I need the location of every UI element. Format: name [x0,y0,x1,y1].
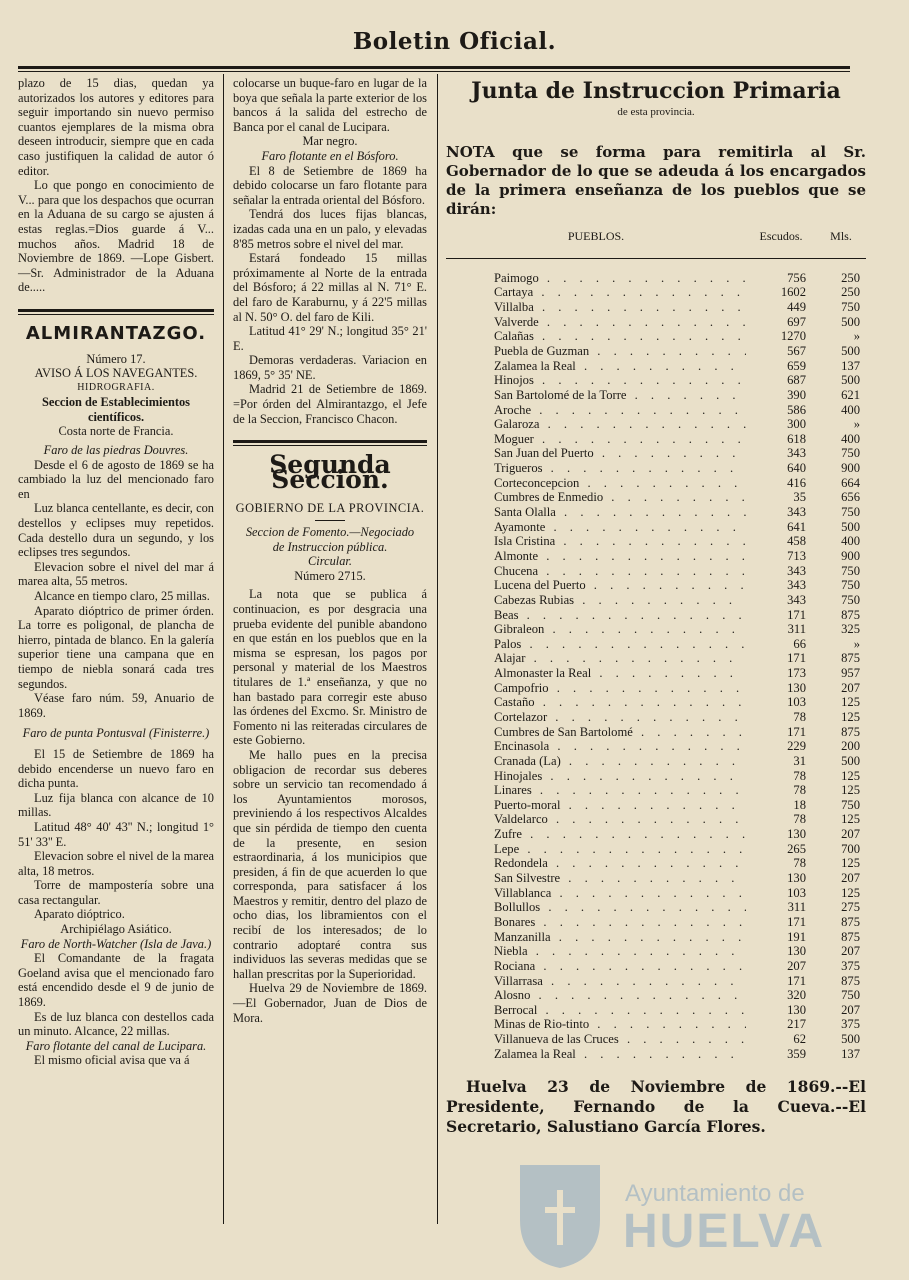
table-row [494,549,866,564]
table-row [494,417,866,432]
cell-pueblo: Campofrio . . . [494,681,746,696]
cell-pueblo: Trigueros . . . [494,461,746,476]
table-row [494,930,866,945]
debts-table [446,229,866,1061]
cell-mls: 207 [841,827,860,842]
paragraph: Es de luz blanca con destellos cada un minuto. Alcance, 22 millas. [18,1009,214,1039]
cell-mls: 900 [841,548,860,563]
table-row [494,446,866,461]
table-row [494,739,866,754]
cell-mls: 375 [841,1017,860,1032]
cell-mls: 250 [841,270,860,285]
region-heading: Mar negro. [302,134,358,149]
cell-mls: » [853,329,860,344]
signature: Huelva 23 de Noviembre de 1869.--El Presidente, Fernando de la Cueva.--El Secretario, Salustiano García Flores. [446,1077,866,1137]
table-row [494,622,866,637]
cell-escudos: 343 [787,505,806,520]
cell-pueblo: Almonte . . . [494,549,746,564]
paragraph: Torre de mampostería sobre una casa rectangular. [18,878,214,907]
cell-escudos: 320 [787,988,806,1003]
paragraph: Huelva 29 de Noviembre de 1869.—El Gobernador, Juan de Dios de Mora. [233,981,427,1025]
cell-pueblo: Cumbres de San Bartolomé . . . [494,725,746,740]
cell-mls: 375 [841,958,860,973]
table-row [494,856,866,871]
cell-escudos: 311 [787,622,806,637]
column-1 [18,76,214,1068]
cell-pueblo: Ayamonte . . . [494,520,746,535]
cell-mls: 875 [841,973,860,988]
paragraph: Estará fondeado 15 millas próximamente al Norte de la entrada del Bósforo; á 22 millas al N. 71° E. del faro de Karaburnu, y á 22'5 millas al N. 50° O. del faro de Kili. [233,251,427,324]
cell-mls: 500 [841,343,860,358]
cell-pueblo: Palos . . . [494,637,746,652]
cell-mls: 750 [841,578,860,593]
cell-pueblo: San Bartolomé de la Torre . . . [494,388,746,403]
lighthouse-heading: Faro de North-Watcher (Isla de Java.) [20,936,212,951]
paragraph: Latitud 41° 29' N.; longitud 35° 21' E. [233,324,427,353]
cell-escudos: 229 [787,739,806,754]
cell-escudos: 343 [787,446,806,461]
cell-escudos: 18 [793,797,806,812]
cell-pueblo: Lepe . . . [494,842,746,857]
cell-mls: 875 [841,914,860,929]
cell-mls: 750 [841,446,860,461]
cell-mls: » [853,417,860,432]
cell-mls: 750 [841,300,860,315]
table-row [494,578,866,593]
paragraph: Luz fija blanca con alcance de 10 millas. [18,790,214,820]
cell-pueblo: Chucena . . . [494,564,746,579]
paragraph: Aparato dióptrico de primer órden. La torre es poligonal, de plancha de hierro, pintada de blanco. En la galería superior tiene una campana que en tiempo de niebla sonará cada tres segundos. [18,603,214,691]
table-row [494,1047,866,1062]
header-escudos: Escudos. [759,229,803,244]
cell-escudos: 343 [787,578,806,593]
cell-pueblo: Lucena del Puerto . . . [494,578,746,593]
cell-escudos: 78 [793,768,806,783]
table-row [494,944,866,959]
cell-escudos: 62 [793,1032,806,1047]
table-body [494,271,866,1062]
top-rule [18,66,850,72]
table-row [494,637,866,652]
nota-paragraph: NOTA que se forma para remitirla al Sr. Gobernador de lo que se adeuda á los encargados de la primera enseñanza de los pueblos que se dirán: [446,143,866,219]
cell-escudos: 390 [787,387,806,402]
cell-escudos: 343 [787,563,806,578]
cell-mls: 125 [841,710,860,724]
paragraph: El 8 de Setiembre de 1869 ha debido colocarse un faro flotante para señalar la entrada oriental del Bósforo. [233,163,427,207]
cell-mls: 207 [841,871,860,886]
table-row [494,681,866,696]
table-row [494,974,866,989]
cell-mls: 621 [841,387,860,402]
circular-number: Número 2715. [294,568,366,583]
cell-pueblo: Puebla de Guzman . . . [494,344,746,359]
cell-mls: 207 [841,1002,860,1017]
gobierno-heading: GOBIERNO DE LA PROVINCIA. [235,501,425,516]
cell-escudos: 713 [787,548,806,563]
cell-escudos: 130 [787,1002,806,1017]
cell-escudos: 311 [787,900,806,915]
cell-escudos: 217 [787,1017,806,1032]
table-row [494,593,866,608]
table-row [494,988,866,1003]
cell-pueblo: Castaño . . . [494,695,746,710]
cell-mls: 875 [841,651,860,666]
cell-escudos: 640 [787,461,806,476]
table-row [494,1017,866,1032]
watermark-text-2: HUELVA [623,1205,826,1258]
cell-escudos: 103 [787,695,806,710]
column-3 [446,76,866,1137]
cell-mls: 500 [841,1032,860,1047]
cell-escudos: 130 [787,871,806,886]
cell-mls: 400 [841,431,860,446]
cell-mls: 656 [841,490,860,505]
paragraph: Luz blanca centellante, es decir, con destellos y eclipses muy repetidos. Cada destello dura un segundo, y los eclipses tres segundos. [18,501,214,560]
paragraph: colocarse un buque-faro en lugar de la boya que señala la parte exterior de los bancos á la salida del estrecho de Banca por el canal de Lucipara. [233,76,427,134]
cell-pueblo: Gibraleon . . . [494,622,746,637]
paragraph: El Comandante de la fragata Goeland avisa que el mencionado faro está encendido desde el 9 de junio de 1869. [18,951,214,1010]
table-row [494,432,866,447]
cell-pueblo: Calañas . . . [494,329,746,344]
lighthouse-heading: Faro flotante del canal de Lucipara. [25,1038,207,1053]
cell-mls: 125 [841,695,860,710]
paragraph: Madrid 21 de Setiembre de 1869. =Por órden del Almirantazgo, el Jefe de la Seccion, Francisco Chacon. [233,382,427,426]
table-row [494,315,866,330]
cell-mls: 957 [841,666,860,681]
coast-heading: Costa norte de Francia. [58,424,174,439]
cell-escudos: 171 [787,607,806,622]
cell-pueblo: Rociana . . . [494,959,746,974]
cell-pueblo: San Silvestre . . . [494,871,746,886]
column-divider-2 [437,74,438,1224]
table-row [494,329,866,344]
cell-pueblo: Minas de Rio-tinto . . . [494,1017,746,1032]
cell-pueblo: Alajar . . . [494,651,746,666]
section-rule [233,440,427,446]
table-row [494,564,866,579]
table-row [494,959,866,974]
cell-pueblo: San Juan del Puerto . . . [494,446,746,461]
cell-pueblo: Galaroza . . . [494,417,746,432]
cell-escudos: 171 [787,973,806,988]
paragraph: La nota que se publica á continuacion, es por desgracia una prueba evidente del punible abandono en que están en los pueblos que en la misma se espresan, los pagos por personal y material de los Maestros titulares de 1.ª enseñanza, y que no han bastado para corregir este abuso las órdenes del Excmo. Sr. Ministro de Fomento ni las reiteradas circulares de este Gobierno. [233,587,427,748]
cell-escudos: 171 [787,651,806,666]
cell-escudos: 1602 [780,285,806,300]
cell-pueblo: Alosno . . . [494,988,746,1003]
notice-heading: AVISO Á LOS NAVEGANTES. [34,366,198,381]
cell-mls: 750 [841,563,860,578]
cell-escudos: 687 [787,373,806,388]
table-row [494,476,866,491]
cell-escudos: 300 [787,417,806,432]
cell-escudos: 458 [787,534,806,549]
cell-escudos: 191 [787,929,806,944]
masthead-title: Boletin Oficial. [352,28,557,55]
notice-subheading: HIDROGRAFIA. [77,381,155,393]
cell-mls: 275 [841,900,860,915]
cell-escudos: 103 [787,885,806,900]
header-pueblos: PUEBLOS. [567,229,625,244]
cell-pueblo: Cartaya . . . [494,285,746,300]
cell-escudos: 265 [787,841,806,856]
cell-pueblo: Villanueva de las Cruces . . . [494,1032,746,1047]
cell-mls: » [853,636,860,651]
cell-pueblo: Hinojales . . . [494,769,746,784]
cell-mls: 700 [841,841,860,856]
cell-mls: 500 [841,314,860,329]
cell-escudos: 659 [787,358,806,373]
notice-number: Número 17. [86,351,146,366]
cell-pueblo: Valverde . . . [494,315,746,330]
paragraph: El mismo oficial avisa que va á [34,1053,190,1068]
cell-pueblo: Moguer . . . [494,432,746,447]
cell-mls: 125 [841,768,860,783]
paragraph: Aparato dióptrico. [34,907,125,922]
table-row [494,608,866,623]
table-row [494,827,866,842]
table-row [494,900,866,915]
cell-pueblo: Cortelazor . . . [494,710,746,725]
header-mls: Mls. [830,229,852,244]
cell-escudos: 78 [793,710,806,724]
lighthouse-heading: Faro de las piedras Douvres. [43,443,189,458]
table-row [494,271,866,286]
cell-escudos: 1270 [780,329,806,344]
cell-mls: 200 [841,739,860,754]
cell-pueblo: Isla Cristina . . . [494,534,746,549]
table-row [494,461,866,476]
cell-mls: 875 [841,607,860,622]
divider [315,520,345,521]
cell-escudos: 416 [787,475,806,490]
cell-escudos: 343 [787,592,806,607]
cell-pueblo: Zalamea la Real . . . [494,1047,746,1062]
cell-mls: 900 [841,461,860,476]
cell-escudos: 31 [793,753,806,768]
cell-mls: 400 [841,402,860,417]
cell-escudos: 359 [787,1046,806,1061]
cell-pueblo: Bonares . . . [494,915,746,930]
table-row [494,373,866,388]
cell-escudos: 171 [787,724,806,739]
junta-subtitle: de esta provincia. [617,105,695,118]
cell-escudos: 78 [793,856,806,871]
table-row [494,915,866,930]
cell-escudos: 618 [787,431,806,446]
table-row [494,783,866,798]
cell-mls: 400 [841,534,860,549]
paragraph: Elevacion sobre el nivel del mar á marea alta, 55 metros. [18,559,214,589]
cell-pueblo: Manzanilla . . . [494,930,746,945]
cell-pueblo: Corteconcepcion . . . [494,476,746,491]
cell-escudos: 173 [787,666,806,681]
cell-mls: 125 [841,783,860,798]
cell-escudos: 756 [787,270,806,285]
cell-pueblo: Bollullos . . . [494,900,746,915]
cell-pueblo: Aroche . . . [494,403,746,418]
notice-section: Seccion de Establecimientos científicos. [42,395,190,424]
cell-mls: 250 [841,285,860,300]
cell-pueblo: Valdelarco . . . [494,812,746,827]
cell-pueblo: Villablanca . . . [494,886,746,901]
table-row [494,651,866,666]
cell-escudos: 449 [787,300,806,315]
table-row [494,1032,866,1047]
cell-pueblo: Encinasola . . . [494,739,746,754]
paragraph: El 15 de Setiembre de 1869 ha debido encenderse un nuevo faro en dicha punta. [18,746,214,791]
circular-heading: Circular. [308,554,352,569]
cell-mls: 500 [841,753,860,768]
cell-mls: 875 [841,724,860,739]
cell-escudos: 130 [787,827,806,842]
cell-mls: 207 [841,944,860,959]
coat-of-arms-icon [505,1160,615,1270]
cell-mls: 750 [841,988,860,1003]
table-header [446,229,866,259]
cell-mls: 125 [841,856,860,871]
paragraph: Latitud 48° 40' 43'' N.; longitud 1° 51' 33'' E. [18,819,214,849]
cell-mls: 137 [841,358,860,373]
table-row [494,1003,866,1018]
paragraph: Me hallo pues en la precisa obligacion de recordar sus deberes sobre un servicio tan recomendado á los Ayuntamientos morosos, previniendo á los respectivos Alcaldes que sin pérdida de tiempo den cuenta de la presente, en sesion estraordinaria, á los municipios que presiden, á fin de que acuerden lo que corresponda, para satisfacer á los Maestros y remitir, dentro del plazo de ocho dias, los libramientos con el recibí de los interesados; de lo contrario adoptaré contra sus individuos las severas medidas que se hallan prescritas por la Superioridad. [233,747,427,981]
paragraph: plazo de 15 dias, quedan ya autorizados los autores y editores para seguir importando sin nuevo permiso cuantos ejemplares de la misma obra deseen introducir, siempre que en cada caso justifiquen la calidad de autor ó editor. [18,76,214,178]
cell-pueblo: Almonaster la Real . . . [494,666,746,681]
section-title-segunda: Segunda Seccion. [269,450,391,494]
watermark-text-1: Ayuntamiento de [625,1180,805,1207]
table-row [494,505,866,520]
table-row [494,344,866,359]
cell-mls: 664 [841,475,860,490]
cell-mls: 125 [841,885,860,900]
table-row [494,812,866,827]
paragraph: Véase faro núm. 59, Anuario de 1869. [18,691,214,720]
cell-escudos: 66 [793,636,806,651]
cell-pueblo: Villalba . . . [494,300,746,315]
cell-escudos: 697 [787,314,806,329]
column-divider-1 [223,74,224,1224]
cell-pueblo: Linares . . . [494,783,746,798]
cell-pueblo: Zalamea la Real . . . [494,359,746,374]
cell-pueblo: Villarrasa . . . [494,974,746,989]
region-heading: Archipiélago Asiático. [60,922,172,937]
paragraph: Tendrá dos luces fijas blancas, izadas cada una en un palo, y elevadas 8'85 metros sobre el nivel del mar. [233,207,427,251]
lighthouse-heading: Faro flotante en el Bósforo. [261,148,399,163]
paragraph: Lo que pongo en conocimiento de V... para que los despachos que ocurran en la Aduana de su cargo se ajusten á estas reglas.=Dios guarde á V... muchos años. Madrid 18 de Noviembre de 1869. —Lope Gisbert.—Sr. Administrador de la Aduana de..... [18,178,214,295]
cell-mls: 325 [841,622,860,637]
table-row [494,754,866,769]
cell-mls: 750 [841,505,860,520]
cell-escudos: 78 [793,812,806,827]
table-row [494,842,866,857]
table-row [494,388,866,403]
cell-pueblo: Zufre . . . [494,827,746,842]
cell-mls: 875 [841,929,860,944]
cell-pueblo: Paimogo . . . [494,271,746,286]
cell-pueblo: Berrocal . . . [494,1003,746,1018]
paragraph: Elevacion sobre el nivel de la marea alta, 18 metros. [18,849,214,878]
junta-title: Junta de Instruccion Primaria [471,78,841,104]
table-row [494,769,866,784]
cell-mls: 125 [841,812,860,827]
cell-escudos: 171 [787,914,806,929]
cell-pueblo: Cabezas Rubias . . . [494,593,746,608]
table-row [494,798,866,813]
table-row [494,359,866,374]
column-2 [233,76,427,1025]
table-row [494,710,866,725]
paragraph: Desde el 6 de agosto de 1869 se ha cambiado la luz del mencionado faro en [18,457,214,501]
table-row [494,534,866,549]
cell-pueblo: Hinojos . . . [494,373,746,388]
cell-escudos: 567 [787,343,806,358]
lighthouse-heading: Faro de punta Pontusval (Finisterre.) [22,726,210,741]
section-rule [18,309,214,315]
cell-mls: 750 [841,592,860,607]
cell-mls: 750 [841,797,860,812]
cell-pueblo: Niebla . . . [494,944,746,959]
cell-mls: 500 [841,519,860,534]
paragraph: Demoras verdaderas. Variacion en 1869, 5° 35' NE. [233,353,427,382]
cell-pueblo: Cranada (La) . . . [494,754,746,769]
cell-mls: 207 [841,680,860,695]
cell-mls: 500 [841,373,860,388]
paragraph: Alcance en tiempo claro, 25 millas. [34,589,210,603]
table-row [494,666,866,681]
table-row [494,695,866,710]
table-row [494,403,866,418]
cell-pueblo: Cumbres de Enmedio . . . [494,490,746,505]
table-row [494,300,866,315]
section-title-almirantazgo: ALMIRANTAZGO. [25,322,207,344]
cell-pueblo: Puerto-moral . . . [494,798,746,813]
cell-escudos: 586 [787,402,806,417]
table-row [494,520,866,535]
fomento-heading: Seccion de Fomento.—Negociado de Instruccion pública. [245,525,415,554]
table-row [494,725,866,740]
watermark [505,1160,835,1270]
cell-escudos: 130 [787,680,806,695]
cell-pueblo: Beas . . . [494,608,746,623]
cell-pueblo: Santa Olalla . . . [494,505,746,520]
table-row [494,490,866,505]
cell-escudos: 207 [787,958,806,973]
table-row [494,285,866,300]
cell-escudos: 35 [793,490,806,505]
cell-escudos: 78 [793,783,806,798]
table-row [494,871,866,886]
cell-pueblo: Redondela . . . [494,856,746,871]
table-row [494,886,866,901]
cell-escudos: 641 [787,519,806,534]
cell-mls: 137 [841,1046,860,1061]
cell-escudos: 130 [787,944,806,959]
